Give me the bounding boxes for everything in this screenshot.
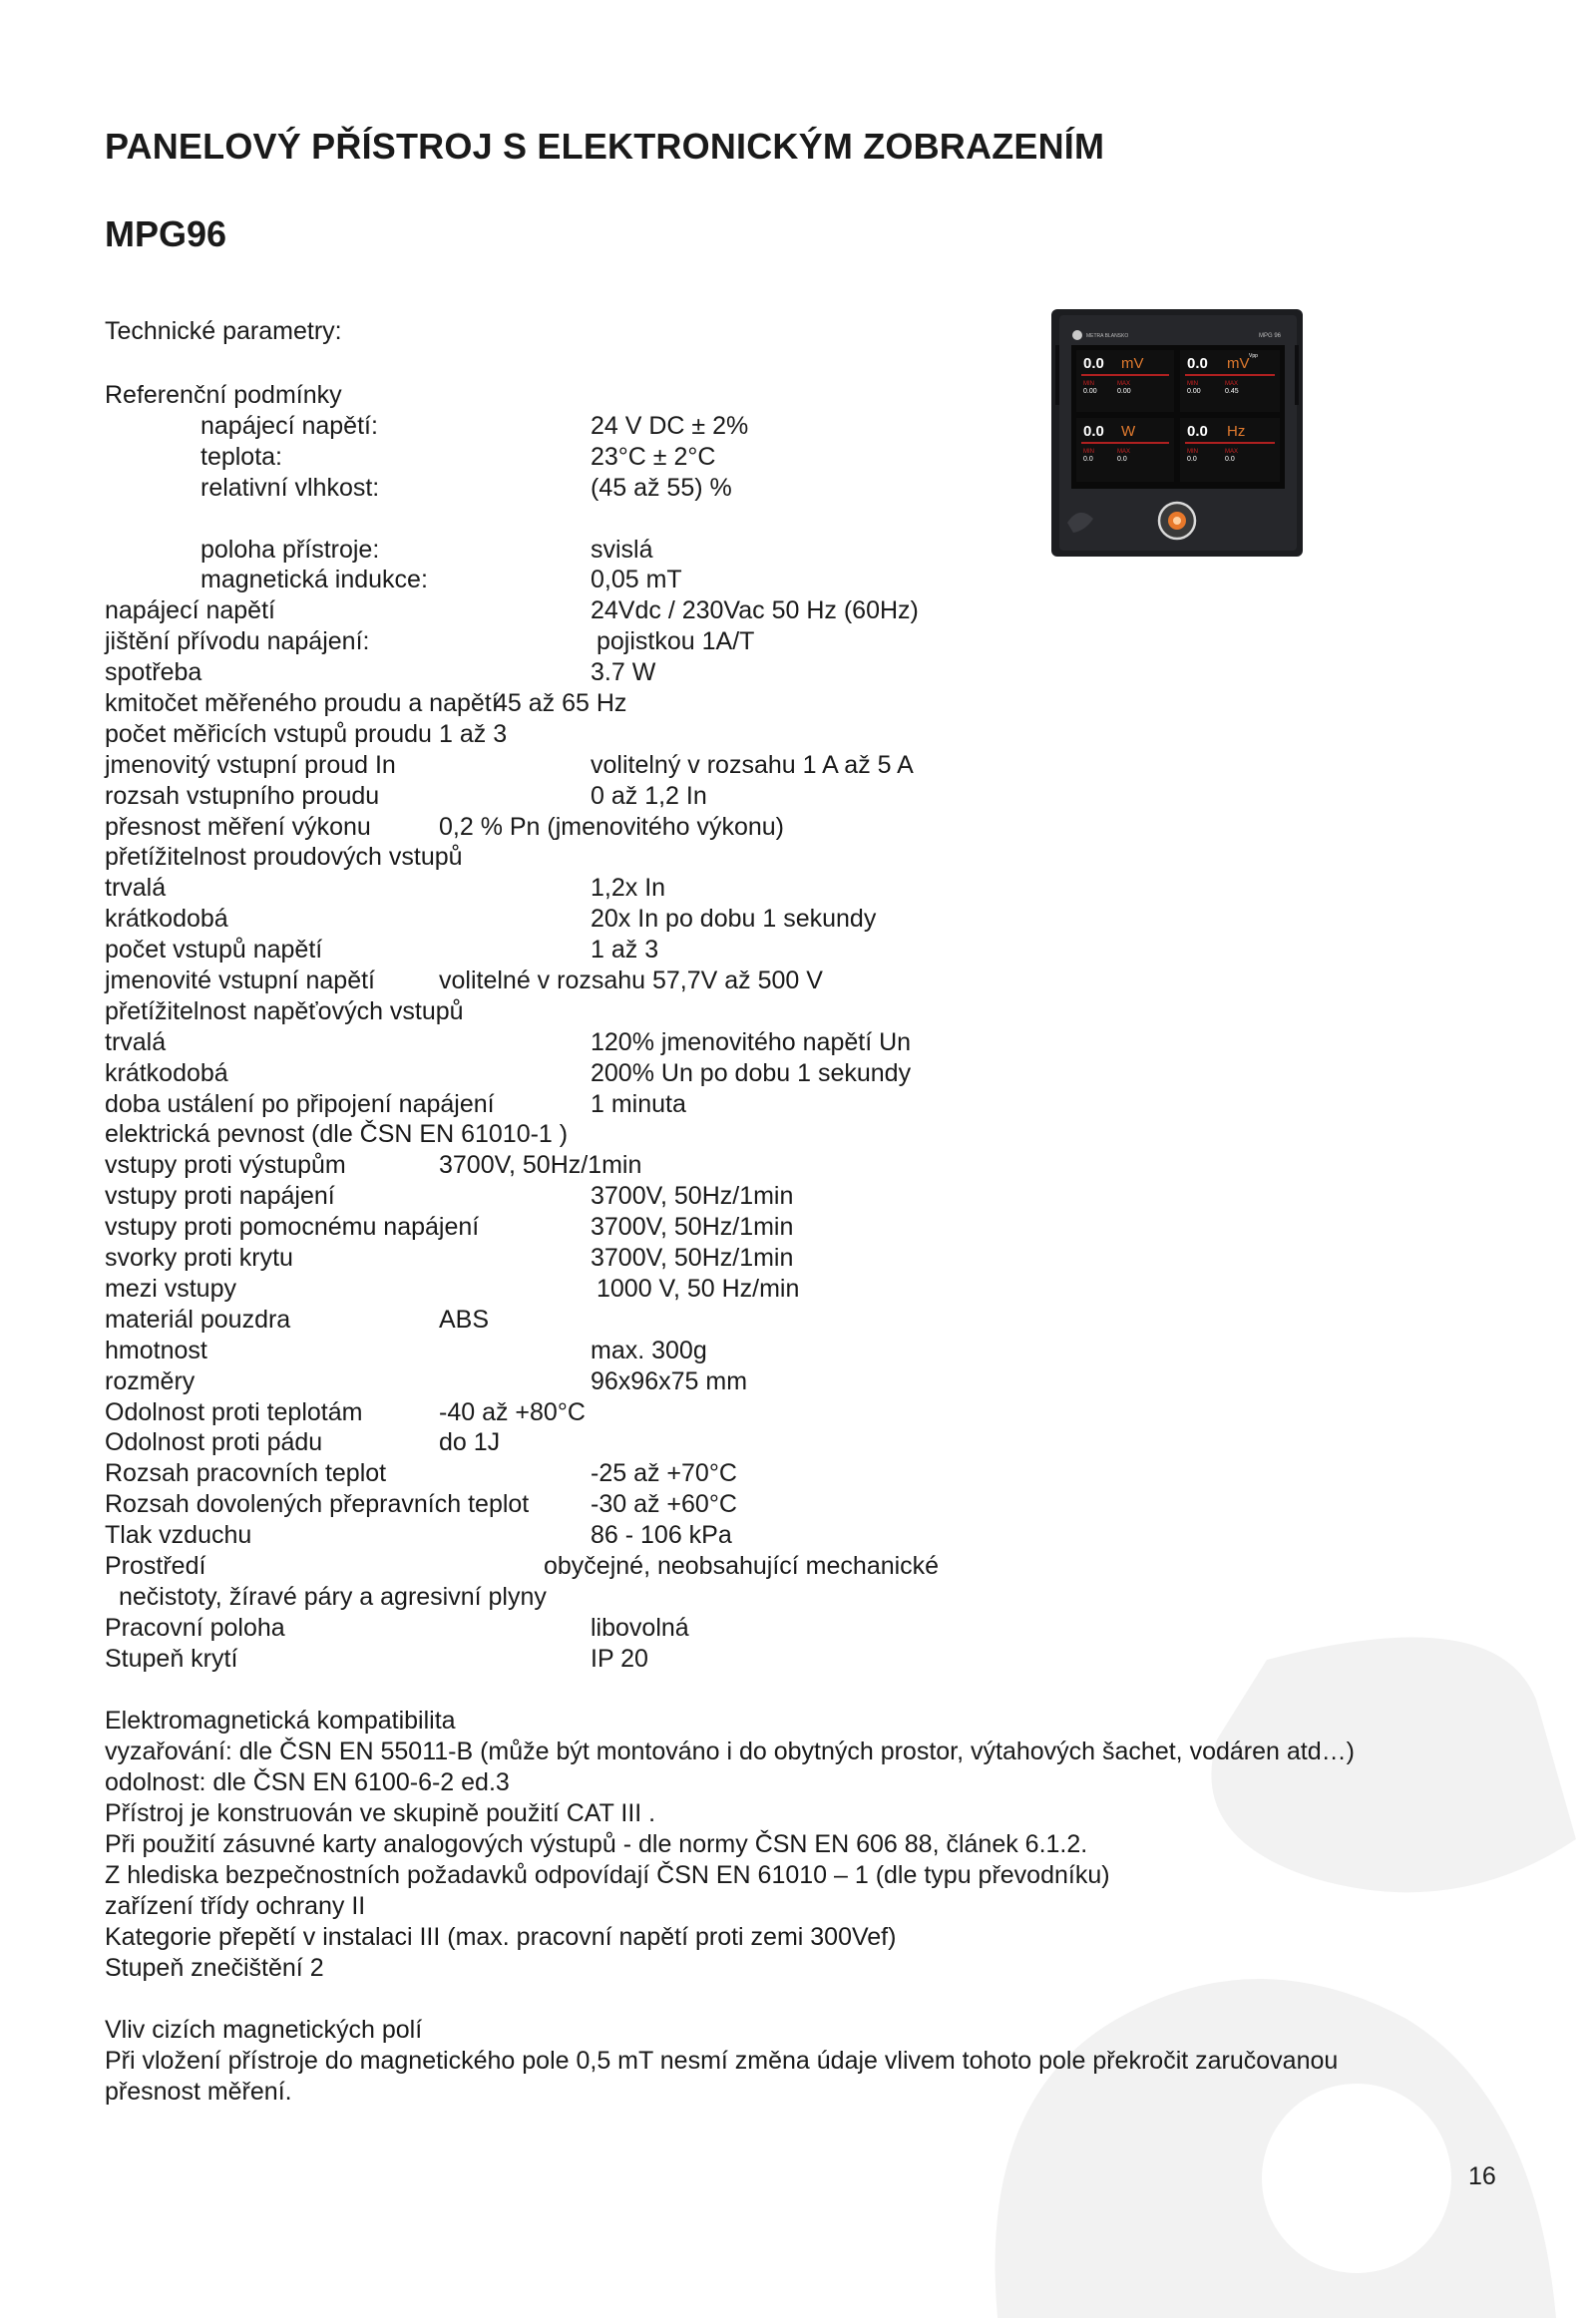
svg-text:MAX: MAX bbox=[1225, 381, 1239, 387]
note-line: Při použití zásuvné karty analogových výstupů - dle normy ČSN EN 606 88, článek 6.1.2. bbox=[105, 1830, 1088, 1858]
svg-text:MAX: MAX bbox=[1117, 449, 1131, 455]
spec-row bbox=[105, 996, 1202, 1027]
spec-label: svorky proti krytu bbox=[105, 1244, 293, 1273]
spec-row bbox=[105, 1520, 1202, 1551]
spec-label: Odolnost proti teplotám bbox=[105, 1397, 363, 1426]
spec-row bbox=[105, 1305, 1202, 1336]
spec-value: 24 V DC ± 2% bbox=[591, 411, 749, 440]
note-line: Přístroj je konstruován ve skupině použití CAT III . bbox=[105, 1799, 656, 1827]
svg-text:0.0: 0.0 bbox=[1187, 355, 1208, 372]
svg-text:MAX: MAX bbox=[1117, 381, 1131, 387]
spec-row bbox=[105, 904, 1202, 935]
spec-label: mezi vstupy bbox=[105, 1274, 236, 1303]
spec-value: 20x In po dobu 1 sekundy bbox=[591, 905, 877, 934]
note-line: Stupeň znečištění 2 bbox=[105, 1954, 324, 1982]
spec-label: kmitočet měřeného proudu a napětí bbox=[105, 689, 499, 718]
spec-label: napájecí napětí bbox=[105, 596, 275, 625]
spec-label: materiál pouzdra bbox=[105, 1305, 291, 1334]
svg-text:0.0: 0.0 bbox=[1187, 456, 1197, 463]
spec-label: nečistoty, žíravé páry a agresivní plyny bbox=[119, 1582, 547, 1611]
spec-value: 1,2x In bbox=[591, 874, 666, 903]
spec-value: -30 až +60°C bbox=[591, 1490, 737, 1519]
spec-label: Referenční podmínky bbox=[105, 381, 342, 409]
spec-row bbox=[105, 873, 1202, 904]
spec-value: 3700V, 50Hz/1min bbox=[439, 1151, 642, 1180]
spec-value: 200% Un po dobu 1 sekundy bbox=[591, 1058, 912, 1087]
spec-row bbox=[105, 1027, 1202, 1058]
device-logo-icon bbox=[1072, 330, 1082, 340]
spec-label: přesnost měření výkonu bbox=[105, 812, 371, 841]
note-line: Z hlediska bezpečnostních požadavků odpovídají ČSN EN 61010 – 1 (dle typu převodníku) bbox=[105, 1861, 1110, 1889]
spec-row bbox=[105, 1212, 1202, 1243]
spec-label: Tlak vzduchu bbox=[105, 1521, 252, 1550]
notes-section bbox=[105, 1706, 1541, 2108]
spec-label: krátkodobá bbox=[105, 905, 228, 934]
spec-row bbox=[105, 1427, 1202, 1458]
spec-row bbox=[105, 1058, 1202, 1089]
note-spacer bbox=[105, 1984, 1541, 2015]
spec-value: pojistkou 1A/T bbox=[597, 627, 755, 656]
spec-row bbox=[105, 750, 1202, 781]
spec-value: volitelné v rozsahu 57,7V až 500 V bbox=[439, 966, 823, 995]
spec-value: do 1J bbox=[439, 1428, 501, 1457]
spec-value: 3.7 W bbox=[591, 658, 656, 687]
svg-text:MIN: MIN bbox=[1187, 449, 1198, 455]
spec-list bbox=[105, 380, 1202, 1675]
spec-value: 3700V, 50Hz/1min bbox=[591, 1213, 794, 1242]
spec-row bbox=[105, 1274, 1202, 1305]
svg-text:0.0: 0.0 bbox=[1083, 423, 1104, 440]
svg-text:0.0: 0.0 bbox=[1083, 355, 1104, 372]
spec-label: vstupy proti napájení bbox=[105, 1182, 335, 1211]
spec-value: obyčejné, neobsahující mechanické bbox=[544, 1551, 940, 1580]
spec-row bbox=[105, 1119, 1202, 1150]
svg-text:0.00: 0.00 bbox=[1117, 388, 1131, 395]
spec-label: spotřeba bbox=[105, 658, 202, 687]
spec-label: vstupy proti výstupům bbox=[105, 1151, 346, 1180]
spec-value: max. 300g bbox=[591, 1336, 707, 1364]
spec-label: relativní vlhkost: bbox=[200, 473, 380, 502]
spec-value: 45 až 65 Hz bbox=[494, 689, 627, 718]
spec-label: rozsah vstupního proudu bbox=[105, 781, 380, 810]
page-number: 16 bbox=[1468, 2162, 1496, 2190]
svg-text:0.00: 0.00 bbox=[1083, 388, 1097, 395]
note-line: vyzařování: dle ČSN EN 55011-B (může být montováno i do obytných prostor, výtahových šachet, vodáren atd…) bbox=[105, 1738, 1355, 1765]
spec-label: Prostředí bbox=[105, 1551, 206, 1580]
spec-label: trvalá bbox=[105, 874, 167, 903]
svg-text:0.0: 0.0 bbox=[1083, 456, 1093, 463]
svg-text:0.0: 0.0 bbox=[1117, 456, 1127, 463]
spec-row bbox=[105, 473, 1202, 504]
spec-label: Rozsah dovolených přepravních teplot bbox=[105, 1490, 530, 1519]
spec-label: přetížitelnost proudových vstupů bbox=[105, 843, 463, 872]
spec-row bbox=[105, 1089, 1202, 1120]
spec-label: krátkodobá bbox=[105, 1058, 228, 1087]
spec-label: jmenovitý vstupní proud In bbox=[105, 750, 396, 779]
spec-value: 3700V, 50Hz/1min bbox=[591, 1182, 794, 1211]
spec-value: 24Vdc / 230Vac 50 Hz (60Hz) bbox=[591, 596, 919, 625]
svg-text:0.0: 0.0 bbox=[1187, 423, 1208, 440]
svg-text:mV: mV bbox=[1227, 355, 1250, 372]
spec-row bbox=[105, 688, 1202, 719]
spec-row bbox=[105, 842, 1202, 873]
spec-value: IP 20 bbox=[591, 1644, 648, 1673]
svg-text:MIN: MIN bbox=[1083, 449, 1094, 455]
spec-row bbox=[105, 380, 1202, 411]
spec-value: 0 až 1,2 In bbox=[591, 781, 707, 810]
spec-value: 3700V, 50Hz/1min bbox=[591, 1244, 794, 1273]
spec-value: 1000 V, 50 Hz/min bbox=[597, 1274, 800, 1303]
spec-label: jmenovité vstupní napětí bbox=[105, 966, 375, 995]
spec-label: jištění přívodu napájení: bbox=[105, 627, 370, 656]
svg-text:W: W bbox=[1121, 423, 1136, 440]
svg-text:0.45: 0.45 bbox=[1225, 388, 1239, 395]
device-model: MPG 96 bbox=[1259, 333, 1282, 339]
spec-row bbox=[105, 411, 1202, 442]
page-title: PANELOVÝ PŘÍSTROJ S ELEKTRONICKÝM ZOBRAZENÍM bbox=[105, 126, 1105, 167]
spec-label: doba ustálení po připojení napájení bbox=[105, 1089, 495, 1118]
spec-row bbox=[105, 935, 1202, 966]
spec-label: elektrická pevnost (dle ČSN EN 61010-1 ) bbox=[105, 1120, 569, 1149]
spec-value: 96x96x75 mm bbox=[591, 1366, 748, 1395]
spec-row bbox=[105, 442, 1202, 473]
spec-row bbox=[105, 1644, 1202, 1675]
spec-label: magnetická indukce: bbox=[200, 566, 428, 594]
spec-value: ABS bbox=[439, 1305, 490, 1334]
spec-value: (45 až 55) % bbox=[591, 473, 732, 502]
spec-row bbox=[105, 1366, 1202, 1397]
svg-text:Hz: Hz bbox=[1227, 423, 1246, 440]
svg-text:MAX: MAX bbox=[1225, 449, 1239, 455]
device-brand: METRA BLANSKO bbox=[1086, 333, 1129, 339]
spec-label: přetížitelnost napěťových vstupů bbox=[105, 996, 464, 1025]
model-title: MPG96 bbox=[105, 213, 227, 254]
svg-text:MIN: MIN bbox=[1083, 381, 1094, 387]
spec-row bbox=[105, 966, 1202, 996]
svg-text:Vpp: Vpp bbox=[1249, 353, 1258, 359]
note-line: odolnost: dle ČSN EN 6100-6-2 ed.3 bbox=[105, 1768, 510, 1796]
spec-value: 1 až 3 bbox=[439, 719, 508, 748]
spec-label: Stupeň krytí bbox=[105, 1644, 238, 1673]
spec-value: 120% jmenovitého napětí Un bbox=[591, 1027, 912, 1056]
spec-label: hmotnost bbox=[105, 1336, 207, 1364]
note-line: Při vložení přístroje do magnetického pole 0,5 mT nesmí změna údaje vlivem tohoto pole překročit zaručovanou bbox=[105, 2047, 1339, 2075]
note-heading: Elektromagnetická kompatibilita bbox=[105, 1707, 456, 1735]
note-heading: Vliv cizích magnetických polí bbox=[105, 2016, 423, 2044]
spec-row bbox=[105, 657, 1202, 688]
spec-value: 0,2 % Pn (jmenovitého výkonu) bbox=[439, 812, 785, 841]
svg-text:0.0: 0.0 bbox=[1225, 456, 1235, 463]
spec-label: trvalá bbox=[105, 1027, 167, 1056]
spec-label: Pracovní poloha bbox=[105, 1613, 285, 1642]
spec-row bbox=[105, 595, 1202, 626]
spec-value: 0,05 mT bbox=[591, 566, 682, 594]
spec-label: napájecí napětí: bbox=[200, 411, 378, 440]
spec-label: počet měřicích vstupů proudu bbox=[105, 719, 432, 748]
spec-value: libovolná bbox=[591, 1613, 689, 1642]
spec-row bbox=[105, 565, 1202, 595]
spec-row bbox=[105, 1582, 1202, 1613]
spec-label: poloha přístroje: bbox=[200, 535, 380, 564]
spec-label: rozměry bbox=[105, 1366, 196, 1395]
spec-row bbox=[105, 1181, 1202, 1212]
svg-text:0.00: 0.00 bbox=[1187, 388, 1201, 395]
spec-value: 23°C ± 2°C bbox=[591, 442, 716, 471]
spec-row bbox=[105, 719, 1202, 750]
note-line: zařízení třídy ochrany II bbox=[105, 1892, 366, 1920]
spec-value: 1 minuta bbox=[591, 1089, 686, 1118]
spec-row bbox=[105, 1397, 1202, 1428]
note-line: přesnost měření. bbox=[105, 2078, 292, 2106]
svg-text:MIN: MIN bbox=[1187, 381, 1198, 387]
spec-label: Odolnost proti pádu bbox=[105, 1428, 323, 1457]
spec-row bbox=[105, 1336, 1202, 1366]
spec-row bbox=[105, 1150, 1202, 1181]
svg-text:mV: mV bbox=[1121, 355, 1144, 372]
spec-value: -40 až +80°C bbox=[439, 1397, 586, 1426]
spec-value: -25 až +70°C bbox=[591, 1459, 737, 1488]
spec-row bbox=[105, 1243, 1202, 1274]
spec-value: svislá bbox=[591, 535, 653, 564]
spec-label: počet vstupů napětí bbox=[105, 936, 323, 965]
spec-row bbox=[105, 1489, 1202, 1520]
spec-row bbox=[105, 781, 1202, 812]
spec-row bbox=[105, 1613, 1202, 1644]
spec-row bbox=[105, 626, 1202, 657]
spec-row bbox=[105, 1458, 1202, 1489]
spec-value: 86 - 106 kPa bbox=[591, 1521, 732, 1550]
spec-label: Rozsah pracovních teplot bbox=[105, 1459, 387, 1488]
spec-value: volitelný v rozsahu 1 A až 5 A bbox=[591, 750, 914, 779]
spec-row bbox=[105, 1551, 1202, 1582]
spec-label: vstupy proti pomocnému napájení bbox=[105, 1213, 480, 1242]
spec-label: teplota: bbox=[200, 442, 283, 471]
spec-value: 1 až 3 bbox=[591, 936, 659, 965]
section-label: Technické parametry: bbox=[105, 317, 342, 345]
spec-row bbox=[105, 812, 1202, 843]
spec-row bbox=[105, 535, 1202, 566]
note-line: Kategorie přepětí v instalaci III (max. pracovní napětí proti zemi 300Vef) bbox=[105, 1923, 897, 1951]
